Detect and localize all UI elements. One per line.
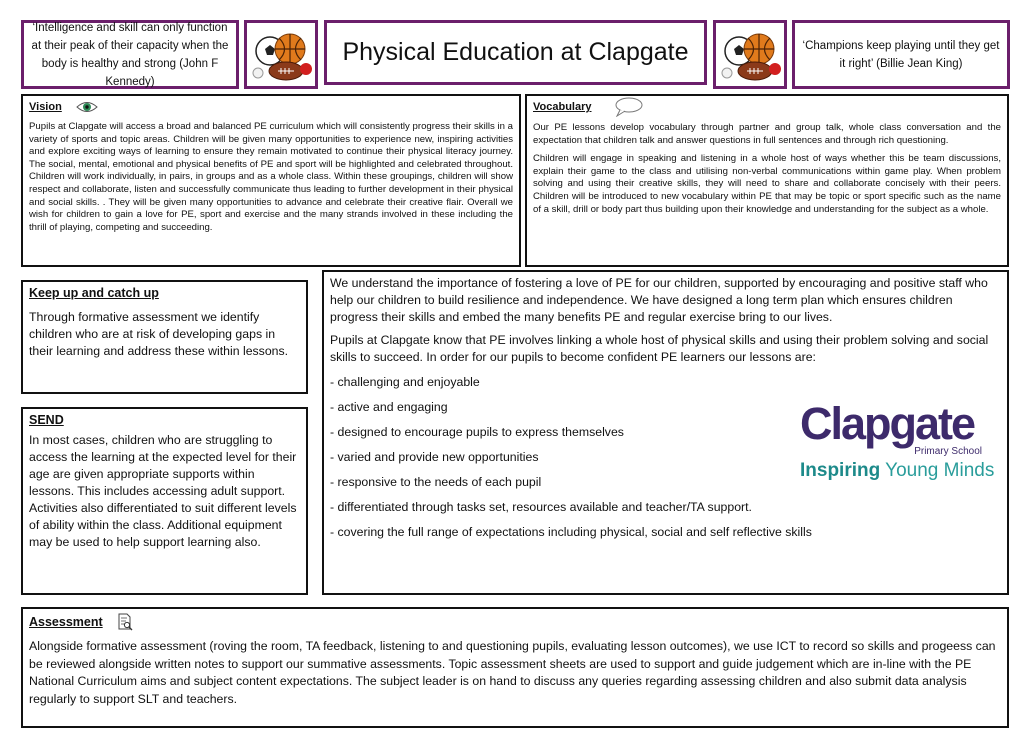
assessment-section (21, 607, 1009, 728)
assessment-heading: Assessment (29, 615, 103, 629)
sports-balls-icon (248, 25, 314, 85)
list-item: - designed to encourage pupils to express themselves (330, 425, 624, 439)
school-logo (800, 398, 995, 482)
list-item: - challenging and enjoyable (330, 375, 480, 389)
quote-right: ‘Champions keep playing until they get it right’ (Billie Jean King) (802, 39, 1000, 70)
main-text-1: We understand the importance of fostering a love of PE for our children, supported by encouraging and positive staff who help our children to build resilience and independence. We have designed a long term plan which ensures children progress their skills and embed the many benefits PE and regular exercise bring to our lives. (330, 276, 988, 324)
quote-right-box (792, 20, 1010, 89)
logo-tagline (800, 460, 995, 482)
assessment-text: Alongside formative assessment (roving the room, TA feedback, listening to and questioning pupils, evaluating lesson outcomes), we use ICT to record so skills and progeess can be reviewed alongside written notes to support our summative assessments. Topic assessment sheets are used to support and guide judgement which are in-line with the PE National Curriculum aims and subject content expectations. The subject leader is on hand to discuss any queries regarding assessing children and also submit data analysis regularly to support SLT and teachers. (29, 639, 996, 706)
list-item: - differentiated through tasks set, resources available and teacher/TA support. (330, 500, 752, 514)
vision-heading: Vision (29, 101, 62, 113)
sports-balls-image-right (713, 20, 787, 89)
vocabulary-text-1: Our PE lessons develop vocabulary through partner and group talk, whole class conversation and the expectation that children talk and answer questions in full sentences and through rich questioning. (533, 122, 1001, 146)
vocabulary-section (525, 94, 1009, 267)
list-item: - varied and provide new opportunities (330, 450, 539, 464)
document-search-icon (117, 613, 133, 631)
vision-text: Pupils at Clapgate will access a broad and balanced PE curriculum which will consistently progress their skills in a variety of sports and topic areas. Children will be given many opportunities to experience new, inspiring activities and explore exciting ways of learning to ensure they remain motivated to continue their physical literacy journey. The social, mental, emotional and physical benefits of PE and sport will be highlighted and celebrated throughout. Children will work individually, in pairs, in groups and as a whole class. Within these groupings, children will show respect and collaborate, listen and successfully communicate thus leading to further development in their physical and social skills. . They will be given many opportunities to advance and celebrate their creative flair. Overall we wish for children to gain a love for PE, sport and exercise and the many strands involved in these including the thrill of playing, competing and succeeding. (29, 121, 513, 233)
main-section (322, 270, 1009, 595)
send-heading: SEND (29, 413, 64, 427)
main-text-2: Pupils at Clapgate know that PE involves linking a whole host of physical skills and using their problem solving and social skills to succeed. In order for our pupils to become confident PE learners our lessons are: (330, 333, 989, 364)
send-section (21, 407, 308, 595)
eye-icon (76, 100, 98, 114)
speech-bubble-icon (614, 97, 644, 117)
list-item: - covering the full range of expectations including physical, social and self reflective skills (330, 525, 812, 539)
list-item: - responsive to the needs of each pupil (330, 475, 542, 489)
vocabulary-heading: Vocabulary (533, 101, 592, 113)
send-text: In most cases, children who are struggling to access the learning at the expected level for their age are given appropriate supports within lessons. This includes accessing adult support. Activities also differentiated to suit different levels of ability within the class. Additional equipment may be used to help support learning also. (29, 433, 297, 549)
quote-left-box (21, 20, 239, 89)
quote-left: ‘Intelligence and skill can only function at their peak of their capacity when the body is healthy and strong (John F Kennedy) (31, 21, 229, 88)
vision-section (21, 94, 521, 267)
page-title-box (324, 20, 707, 85)
vocabulary-text-2: Children will engage in speaking and listening in a whole host of ways whether this be team discussions, explain their game to the class and utilising non-verbal communications within game play. When problem solving and using their creative skills, they will need to share and collaborate concisely with their peers. Children will be introduced to new vocabulary within PE that may be topic or sport specific such as the name of a skill, drill or body part thus building upon their knowledge and understanding for the subject as a whole. (533, 153, 1001, 215)
sports-balls-icon (717, 25, 783, 85)
keepup-heading: Keep up and catch up (29, 286, 159, 300)
page-title: Physical Education at Clapgate (342, 38, 689, 66)
list-item: - active and engaging (330, 400, 448, 414)
logo-tagline-2: Young Minds (880, 460, 995, 481)
logo-subtitle: Primary School (914, 446, 982, 457)
keepup-section (21, 280, 308, 394)
sports-balls-image-left (244, 20, 318, 89)
logo-name: Clapgate (800, 398, 975, 449)
keepup-text: Through formative assessment we identify children who are at risk of developing gaps in their learning and address these within lessons. (29, 310, 289, 358)
logo-tagline-1: Inspiring (800, 460, 881, 481)
